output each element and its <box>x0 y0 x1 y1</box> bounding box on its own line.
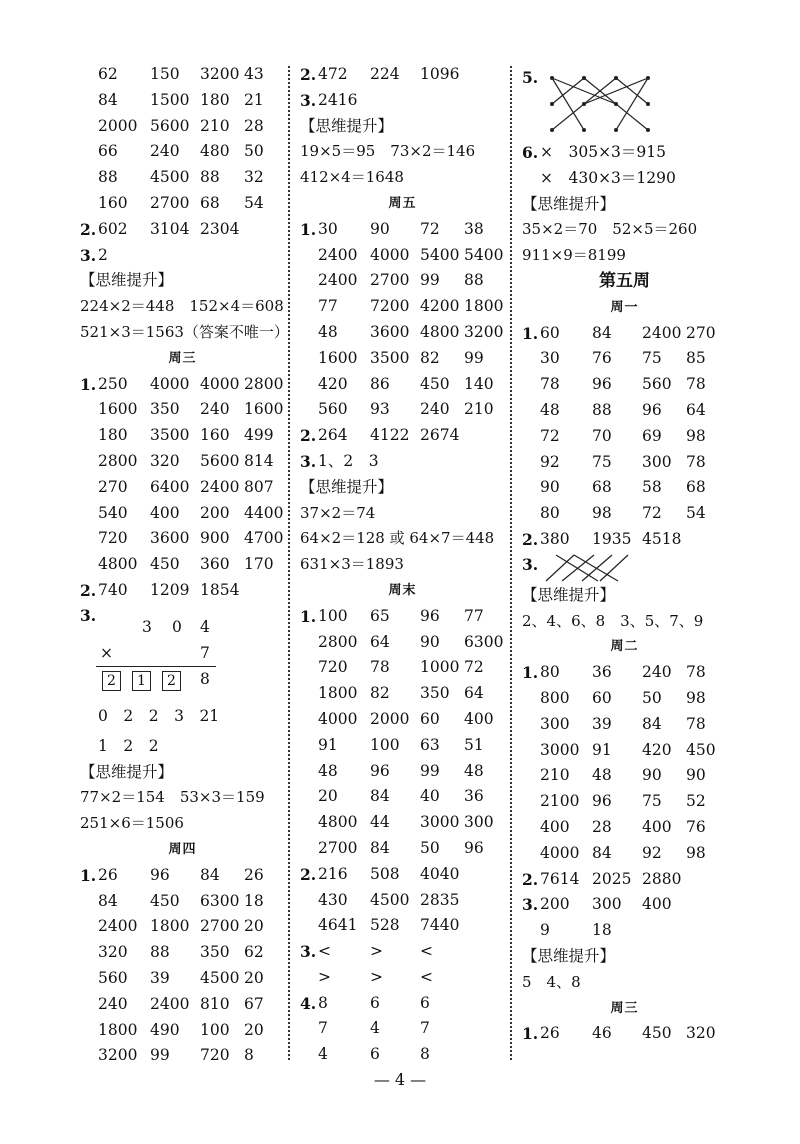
boxed-digit: 1 <box>132 671 151 691</box>
question-3-answer: 3. 1、2 3 <box>300 451 379 471</box>
answer-row: 20 84 40 36 <box>318 787 484 806</box>
answer-row: 430 4500 2835 <box>318 890 460 909</box>
answer-row: 2400 1800 2700 20 <box>98 917 264 936</box>
question-2-answer: 2. 472 224 1096 <box>300 65 460 84</box>
thinking-title: 【思维提升】 <box>522 946 616 965</box>
answer-row: 62 150 3200 43 <box>98 65 264 83</box>
answer-row: 560 39 4500 20 <box>98 968 264 987</box>
question-3-answer: 3. 2 <box>80 245 108 265</box>
zhou2-q1-grid <box>522 660 727 866</box>
answer-row: 0 2 2 3 21 <box>98 706 220 725</box>
column-divider <box>510 66 512 1060</box>
thinking-line: 911×9＝8199 <box>522 246 626 265</box>
question-2-answer: 2. 264 4122 2674 <box>300 426 460 446</box>
answer-row: 270 6400 2400 807 <box>98 477 274 496</box>
zhoumo-q3-grid <box>300 939 505 991</box>
answer-row: 72 70 69 98 <box>540 426 706 445</box>
thinking-line: 37×2＝74 <box>300 503 376 522</box>
question-3-answer: 3. 2416 <box>300 90 358 110</box>
zhou5-q1-grid <box>300 217 505 423</box>
answer-row: 2700 84 50 96 <box>318 838 484 857</box>
answer-row: 540 400 200 4400 <box>98 503 284 522</box>
answer-row: 3. < > < <box>300 942 433 962</box>
section-title-zhou5: 周五 <box>388 195 417 211</box>
answer-row: 1800 490 100 20 <box>98 1020 264 1039</box>
answer-row: 2400 4000 5400 5400 <box>318 245 504 264</box>
matching-lines-diagram <box>544 66 654 138</box>
thinking-title: 【思维提升】 <box>300 116 394 135</box>
section-title-zhou4: 周四 <box>168 841 197 857</box>
answer-row: 84 1500 180 21 <box>98 90 264 109</box>
answer-row: 210 48 90 90 <box>540 766 706 785</box>
answer-row: 91 100 63 51 <box>318 735 484 754</box>
answer-row: 1 2 2 <box>98 736 159 755</box>
answer-row: 66 240 480 50 <box>98 142 264 161</box>
answer-row: 2100 96 75 52 <box>540 792 706 811</box>
question-2-answer: 2. 602 3104 2304 <box>80 219 240 239</box>
answer-row: 90 68 58 68 <box>540 478 706 497</box>
answer-grid-top <box>80 62 285 217</box>
section-title-zhou2: 周二 <box>610 639 639 655</box>
digit: 7 <box>200 643 210 662</box>
section-title-zhou3: 周三 <box>610 1000 639 1016</box>
answer-row: 2800 64 90 6300 <box>318 632 504 651</box>
thinking-title: 【思维提升】 <box>80 762 174 781</box>
answer-row: 3000 91 420 450 <box>540 740 716 759</box>
digit: 4 <box>200 617 210 636</box>
answer-row: 78 96 560 78 <box>540 375 706 394</box>
zhou3-q1-grid <box>80 372 285 578</box>
rule-line <box>96 666 216 667</box>
zhoumo-q1-grid <box>300 604 505 862</box>
answer-row: 2000 5600 210 28 <box>98 116 264 135</box>
digit: 8 <box>200 669 210 688</box>
question-3-answer: 3. 200 300 400 <box>522 895 672 915</box>
answer-row: 4. 8 6 6 <box>300 993 430 1013</box>
answer-row: 1. 100 65 96 77 <box>300 606 484 626</box>
answer-row: 2800 320 5600 814 <box>98 451 274 470</box>
answer-row: 48 88 96 64 <box>540 400 706 419</box>
thinking-line: 64×2＝128 或 64×7＝448 <box>300 529 495 548</box>
answer-row: 2400 2700 99 88 <box>318 271 484 290</box>
thinking-line: 631×3＝1893 <box>300 555 404 574</box>
answer-row: 560 93 240 210 <box>318 400 494 419</box>
matching-diagram-q5: 5. <box>522 62 727 140</box>
answer-row: 300 39 84 78 <box>540 714 706 733</box>
answer-row: 180 3500 160 499 <box>98 426 274 445</box>
zhoumo-q2-grid <box>300 862 505 939</box>
thinking-line: 35×2＝70 52×5＝260 <box>522 220 698 239</box>
answer-row: 4000 84 92 98 <box>540 843 706 862</box>
section-title-zhou1: 周一 <box>610 299 639 315</box>
answer-row: 4800 44 3000 300 <box>318 813 494 832</box>
answer-row: > > < <box>318 967 433 986</box>
thinking-line: 2、4、6、8 3、5、7、9 <box>522 611 704 630</box>
question-6-answer-line2: × 430×3＝1290 <box>540 168 676 187</box>
answer-row: 48 96 99 48 <box>318 761 484 780</box>
question-2-answer: 2. 740 1209 1854 <box>80 580 240 600</box>
page-number: — 4 — <box>373 1070 427 1089</box>
digit: 3 <box>142 617 152 636</box>
answer-row: 1. 60 84 2400 270 <box>522 323 716 343</box>
answer-row: 80 98 72 54 <box>540 504 706 523</box>
answer-row: 3200 99 720 8 <box>98 1046 254 1065</box>
week-title: 第五周 <box>599 270 650 291</box>
question-3-answer-line2: 9 18 <box>540 921 612 940</box>
answer-row: 30 76 75 85 <box>540 349 706 368</box>
thinking-line: 224×2＝448 152×4＝608 <box>80 297 284 316</box>
answer-row: 1. 250 4000 4000 2800 <box>80 374 284 394</box>
answer-row: 92 75 300 78 <box>540 452 706 471</box>
answer-row: 84 450 6300 18 <box>98 891 264 910</box>
thinking-line: 521×3＝1563（答案不唯一） <box>80 322 289 341</box>
zhoumo-q4-grid <box>300 991 505 1068</box>
answer-row: 160 2700 68 54 <box>98 193 264 212</box>
answer-row: 4800 450 360 170 <box>98 555 274 574</box>
answer-row: 4641 528 7440 <box>318 916 460 935</box>
thinking-title: 【思维提升】 <box>522 194 616 213</box>
thinking-title: 【思维提升】 <box>522 585 616 604</box>
zhou1-q1-grid <box>522 321 727 527</box>
answer-row: 1600 3500 82 99 <box>318 348 484 367</box>
answer-row: 1. 26 96 84 26 <box>80 865 264 885</box>
vertical-multiplication: 3. 3 0 4 × 7 2 1 2 8 0 2 2 3 21 <box>80 605 220 725</box>
thinking-line: 5 4、8 <box>522 972 581 991</box>
answer-row: 7 4 7 <box>318 1019 430 1038</box>
boxed-digit: 2 <box>162 671 181 691</box>
answer-row: 400 28 400 76 <box>540 817 706 836</box>
zhou4-q1-grid <box>80 863 285 1069</box>
thinking-title: 【思维提升】 <box>80 271 174 290</box>
matching-diagram-q3: 3. <box>522 553 727 583</box>
answer-row: 88 4500 88 32 <box>98 168 264 187</box>
boxed-digit: 2 <box>102 671 121 691</box>
digit: 0 <box>172 617 182 636</box>
column-divider <box>288 66 290 1060</box>
section-title-zhoumo: 周末 <box>388 582 417 598</box>
answer-row: 720 3600 900 4700 <box>98 529 284 548</box>
question-6-answer: 6. × 305×3＝915 <box>522 143 667 162</box>
answer-row: 4000 2000 60 400 <box>318 709 494 728</box>
thinking-title: 【思维提升】 <box>300 477 394 496</box>
question-2-answer: 2. 7614 2025 2880 <box>522 869 682 889</box>
thinking-line: 251×6＝1506 <box>80 814 184 833</box>
answer-row: 320 88 350 62 <box>98 943 264 962</box>
answer-row: 1800 82 350 64 <box>318 684 484 703</box>
answer-row: 4 6 8 <box>318 1045 430 1064</box>
thinking-line: 19×5＝95 73×2＝146 <box>300 142 476 161</box>
answer-row: 77 7200 4200 1800 <box>318 297 504 316</box>
times-sign: × <box>100 643 113 662</box>
answer-row: 420 86 450 140 <box>318 374 494 393</box>
column-1 <box>80 62 289 1069</box>
answer-row: 48 3600 4800 3200 <box>318 322 504 341</box>
answer-row: 720 78 1000 72 <box>318 658 484 677</box>
thinking-line: 77×2＝154 53×3＝159 <box>80 788 265 807</box>
answer-row: 1600 350 240 1600 <box>98 400 284 419</box>
answer-row: 1. 80 36 240 78 <box>522 663 706 683</box>
answer-row: 2. 216 508 4040 <box>300 864 460 884</box>
answer-row: 1. 30 90 72 38 <box>300 219 484 239</box>
column-3 <box>522 62 727 1047</box>
answer-row: 800 60 50 98 <box>540 688 706 707</box>
thinking-line: 412×4＝1648 <box>300 168 404 187</box>
matching-lines-diagram <box>542 551 632 585</box>
answer-row: 240 2400 810 67 <box>98 994 264 1013</box>
section-title-zhou3: 周三 <box>168 350 197 366</box>
column-2 <box>300 62 505 1068</box>
answer-row: 1. 26 46 450 320 <box>522 1024 716 1044</box>
question-2-answer: 2. 380 1935 4518 <box>522 529 682 549</box>
